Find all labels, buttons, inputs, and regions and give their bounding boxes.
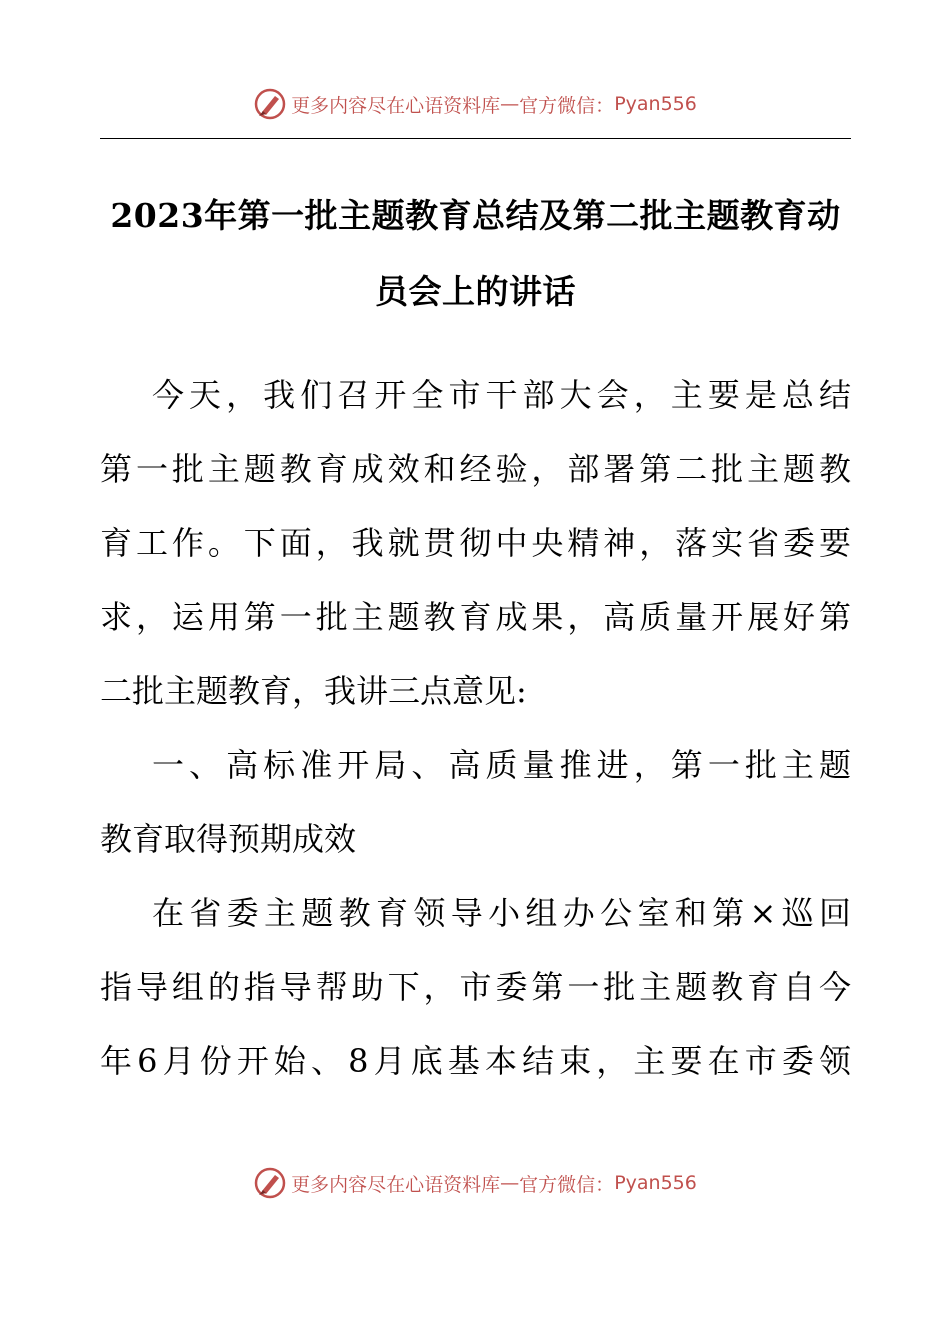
- paragraph-line: 求，运用第一批主题教育成果，高质量开展好第: [100, 598, 851, 636]
- section-heading-line: 教育取得预期成效: [100, 820, 357, 858]
- header-watermark: [0, 84, 950, 124]
- paragraph-line: 指导组的指导帮助下，市委第一批主题教育自今: [100, 968, 851, 1006]
- watermark-dash: —: [500, 93, 520, 115]
- watermark-dash: —: [500, 1172, 520, 1194]
- watermark-text: 更多内容尽在心语资料库: [291, 1173, 501, 1196]
- watermark-wechat-id: Pyan556: [614, 93, 697, 115]
- paragraph-line: 二批主题教育，我讲三点意见:: [100, 672, 527, 710]
- watermark-text: 更多内容尽在心语资料库: [291, 94, 501, 117]
- watermark-wechat-label: 官方微信：: [519, 94, 615, 117]
- section-heading-line: 一、高标准开局、高质量推进，第一批主题: [152, 746, 851, 784]
- document-body: [100, 358, 851, 1098]
- paragraph-line: 今天，我们召开全市干部大会，主要是总结: [152, 376, 851, 414]
- pen-nib-logo-icon: [253, 1166, 287, 1200]
- watermark-wechat-label: 官方微信：: [519, 1173, 615, 1196]
- paragraph-line: 年6月份开始、8月底基本结束，主要在市委领: [100, 1042, 851, 1080]
- paragraph-line: 在省委主题教育领导小组办公室和第×巡回: [152, 894, 851, 932]
- paragraph-line: 育工作。下面，我就贯彻中央精神，落实省委要: [100, 524, 851, 562]
- pen-nib-logo-icon: [253, 87, 287, 121]
- header-divider: [100, 138, 851, 139]
- watermark-wechat-id: Pyan556: [614, 1172, 697, 1194]
- title-line: 员会上的讲话: [375, 272, 576, 311]
- document-title: [100, 178, 851, 330]
- footer-watermark: [0, 1163, 950, 1203]
- title-line: 2023年第一批主题教育总结及第二批主题教育动: [110, 196, 841, 235]
- paragraph-line: 第一批主题教育成效和经验，部署第二批主题教: [100, 450, 851, 488]
